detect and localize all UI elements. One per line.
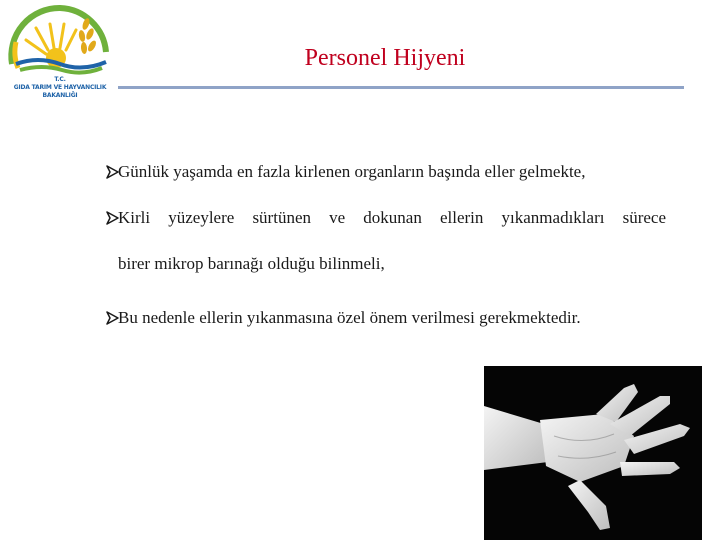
ministry-logo bbox=[2, 2, 118, 114]
title-divider bbox=[118, 86, 684, 89]
logo-text-ministry: GIDA TARIM VE HAYVANCILIK bbox=[13, 84, 107, 91]
bullet-text: Kirli yüzeylere sürtünen ve dokunan ellerin yıkanmadıkları sürece bbox=[118, 208, 666, 227]
bullet-text: Bu nedenle ellerin yıkanmasına özel önem verilmesi gerekmektedir. bbox=[118, 308, 581, 327]
logo-text-tc: T.C. bbox=[54, 76, 66, 83]
glove-photo bbox=[484, 366, 702, 540]
slide-title: Personel Hijyeni bbox=[304, 45, 466, 71]
logo-text-bakanligi: BAKANLIĞI bbox=[42, 92, 78, 99]
bullet-text: Günlük yaşamda en fazla kirlenen organların başında eller gelmekte, bbox=[118, 162, 586, 181]
white-glove-hand-icon bbox=[484, 366, 702, 540]
sun-wheat-emblem-icon bbox=[2, 2, 118, 82]
bullet-text-continuation: birer mikrop barınağı olduğu bilinmeli, bbox=[118, 254, 385, 273]
